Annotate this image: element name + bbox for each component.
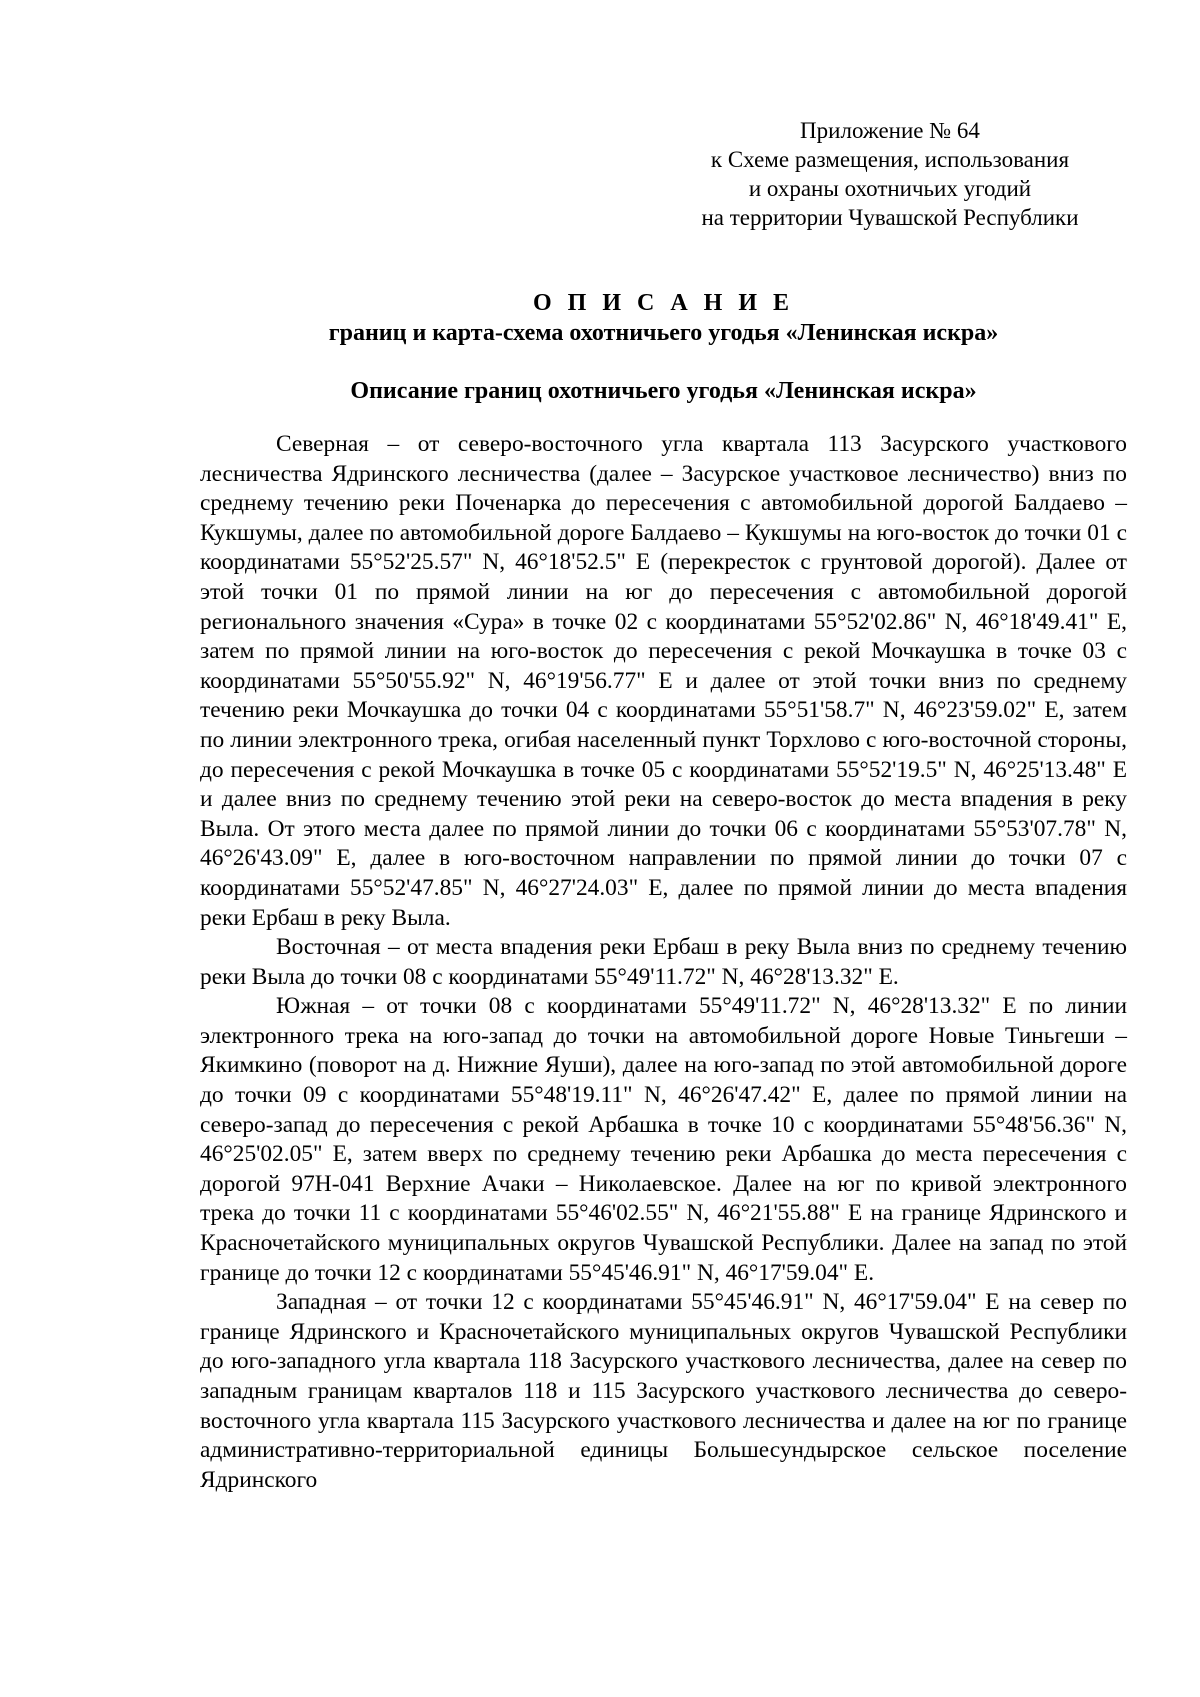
section-heading: Описание границ охотничьего угодья «Ленинская искра» xyxy=(350,378,977,404)
paragraph-north-boundary: Северная – от северо-восточного угла квартала 113 Засурского участкового лесничества Ядринского лесничества (далее – Засурское участковое лесничество) вниз по среднему течению реки Поченарка до пересечения с автомобильной дорогой Балдаево – Кукшумы, далее по автомобильной дороге Балдаево – Кукшумы на юго-восток до точки 01 с координатами 55°52'25.57" N, 46°18'52.5" E (перекресток с грунтовой дорогой). Далее от этой точки 01 по прямой линии на юг до пересечения с автомобильной дорогой регионального значения «Сура» в точке 02 с координатами 55°52'02.86" N, 46°18'49.41" E, затем по прямой линии на юго-восток до пересечения с рекой Мочкаушка в точке 03 с координатами 55°50'55.92" N, 46°19'56.77" E и далее от этой точки вниз по среднему течению реки Мочкаушка до точки 04 с координатами 55°51'58.7" N, 46°23'59.02" E, затем по линии электронного трека, огибая населенный пункт Торхлово с юго-восточной стороны, до пересечения с рекой Мочкаушка в точке 05 с координатами 55°52'19.5" N, 46°25'13.48" E и далее вниз по среднему течению этой реки на северо-восток до места впадения в реку Выла. От этого места далее по прямой линии до точки 06 с координатами 55°53'07.78" N, 46°26'43.09" E, далее в юго-восточном направлении по прямой линии до точки 07 с координатами 55°52'47.85" N, 46°27'24.03" E, далее по прямой линии до места впадения реки Ербаш в реку Выла. xyxy=(200,431,1127,931)
title-subtitle: границ и карта-схема охотничьего угодья «Ленинская искра» xyxy=(328,320,999,346)
paragraph-south-boundary: Южная – от точки 08 с координатами 55°49'11.72" N, 46°28'13.32" E по линии электронного трека на юго-запад до точки на автомобильной дороге Новые Тиньгеши – Якимкино (поворот на д. Нижние Яуши), далее на юго-запад по этой автомобильной дороге до точки 09 с координатами 55°48'19.11" N, 46°26'47.42" E, далее по прямой линии на северо-запад до пересечения с рекой Арбашка в точке 10 с координатами 55°48'56.36" N, 46°25'02.05" E, затем вверх по среднему течению реки Арбашка до места пересечения с дорогой 97Н-041 Верхние Ачаки – Николаевское. Далее на юг по кривой электронного трека до точки 11 с координатами 55°46'02.55" N, 46°21'55.88" E на границе Ядринского и Красночетайского муниципальных округов Чувашской Республики. Далее на запад по этой границе до точки 12 с координатами 55°45'46.91" N, 46°17'59.04" E. xyxy=(200,993,1127,1286)
appendix-reference-line: на территории Чувашской Республики xyxy=(701,205,1079,230)
title-main: О П И С А Н И Е xyxy=(532,290,794,316)
appendix-reference-line: и охраны охотничьих угодий xyxy=(748,176,1032,201)
appendix-reference-line: к Схеме размещения, использования xyxy=(710,147,1070,172)
document-title xyxy=(200,288,1127,348)
paragraph-east-boundary: Восточная – от места впадения реки Ербаш в реку Выла вниз по среднему течению реки Выла до точки 08 с координатами 55°49'11.72" N, 46°28'13.32" E. xyxy=(200,934,1127,990)
appendix-number: Приложение № 64 xyxy=(800,118,980,143)
boundary-description xyxy=(200,430,1127,1495)
appendix-header xyxy=(660,116,1120,232)
paragraph-west-boundary: Западная – от точки 12 с координатами 55°45'46.91" N, 46°17'59.04" E на север по границе Ядринского и Красночетайского муниципальных округов Чувашской Республики до юго-западного угла квартала 118 Засурского участкового лесничества, далее на север по западным границам кварталов 118 и 115 Засурского участкового лесничества до северо-восточного угла квартала 115 Засурского участкового лесничества и далее на юг по границе административно-территориальной единицы Большесундырское сельское поселение Ядринского xyxy=(200,1289,1127,1493)
